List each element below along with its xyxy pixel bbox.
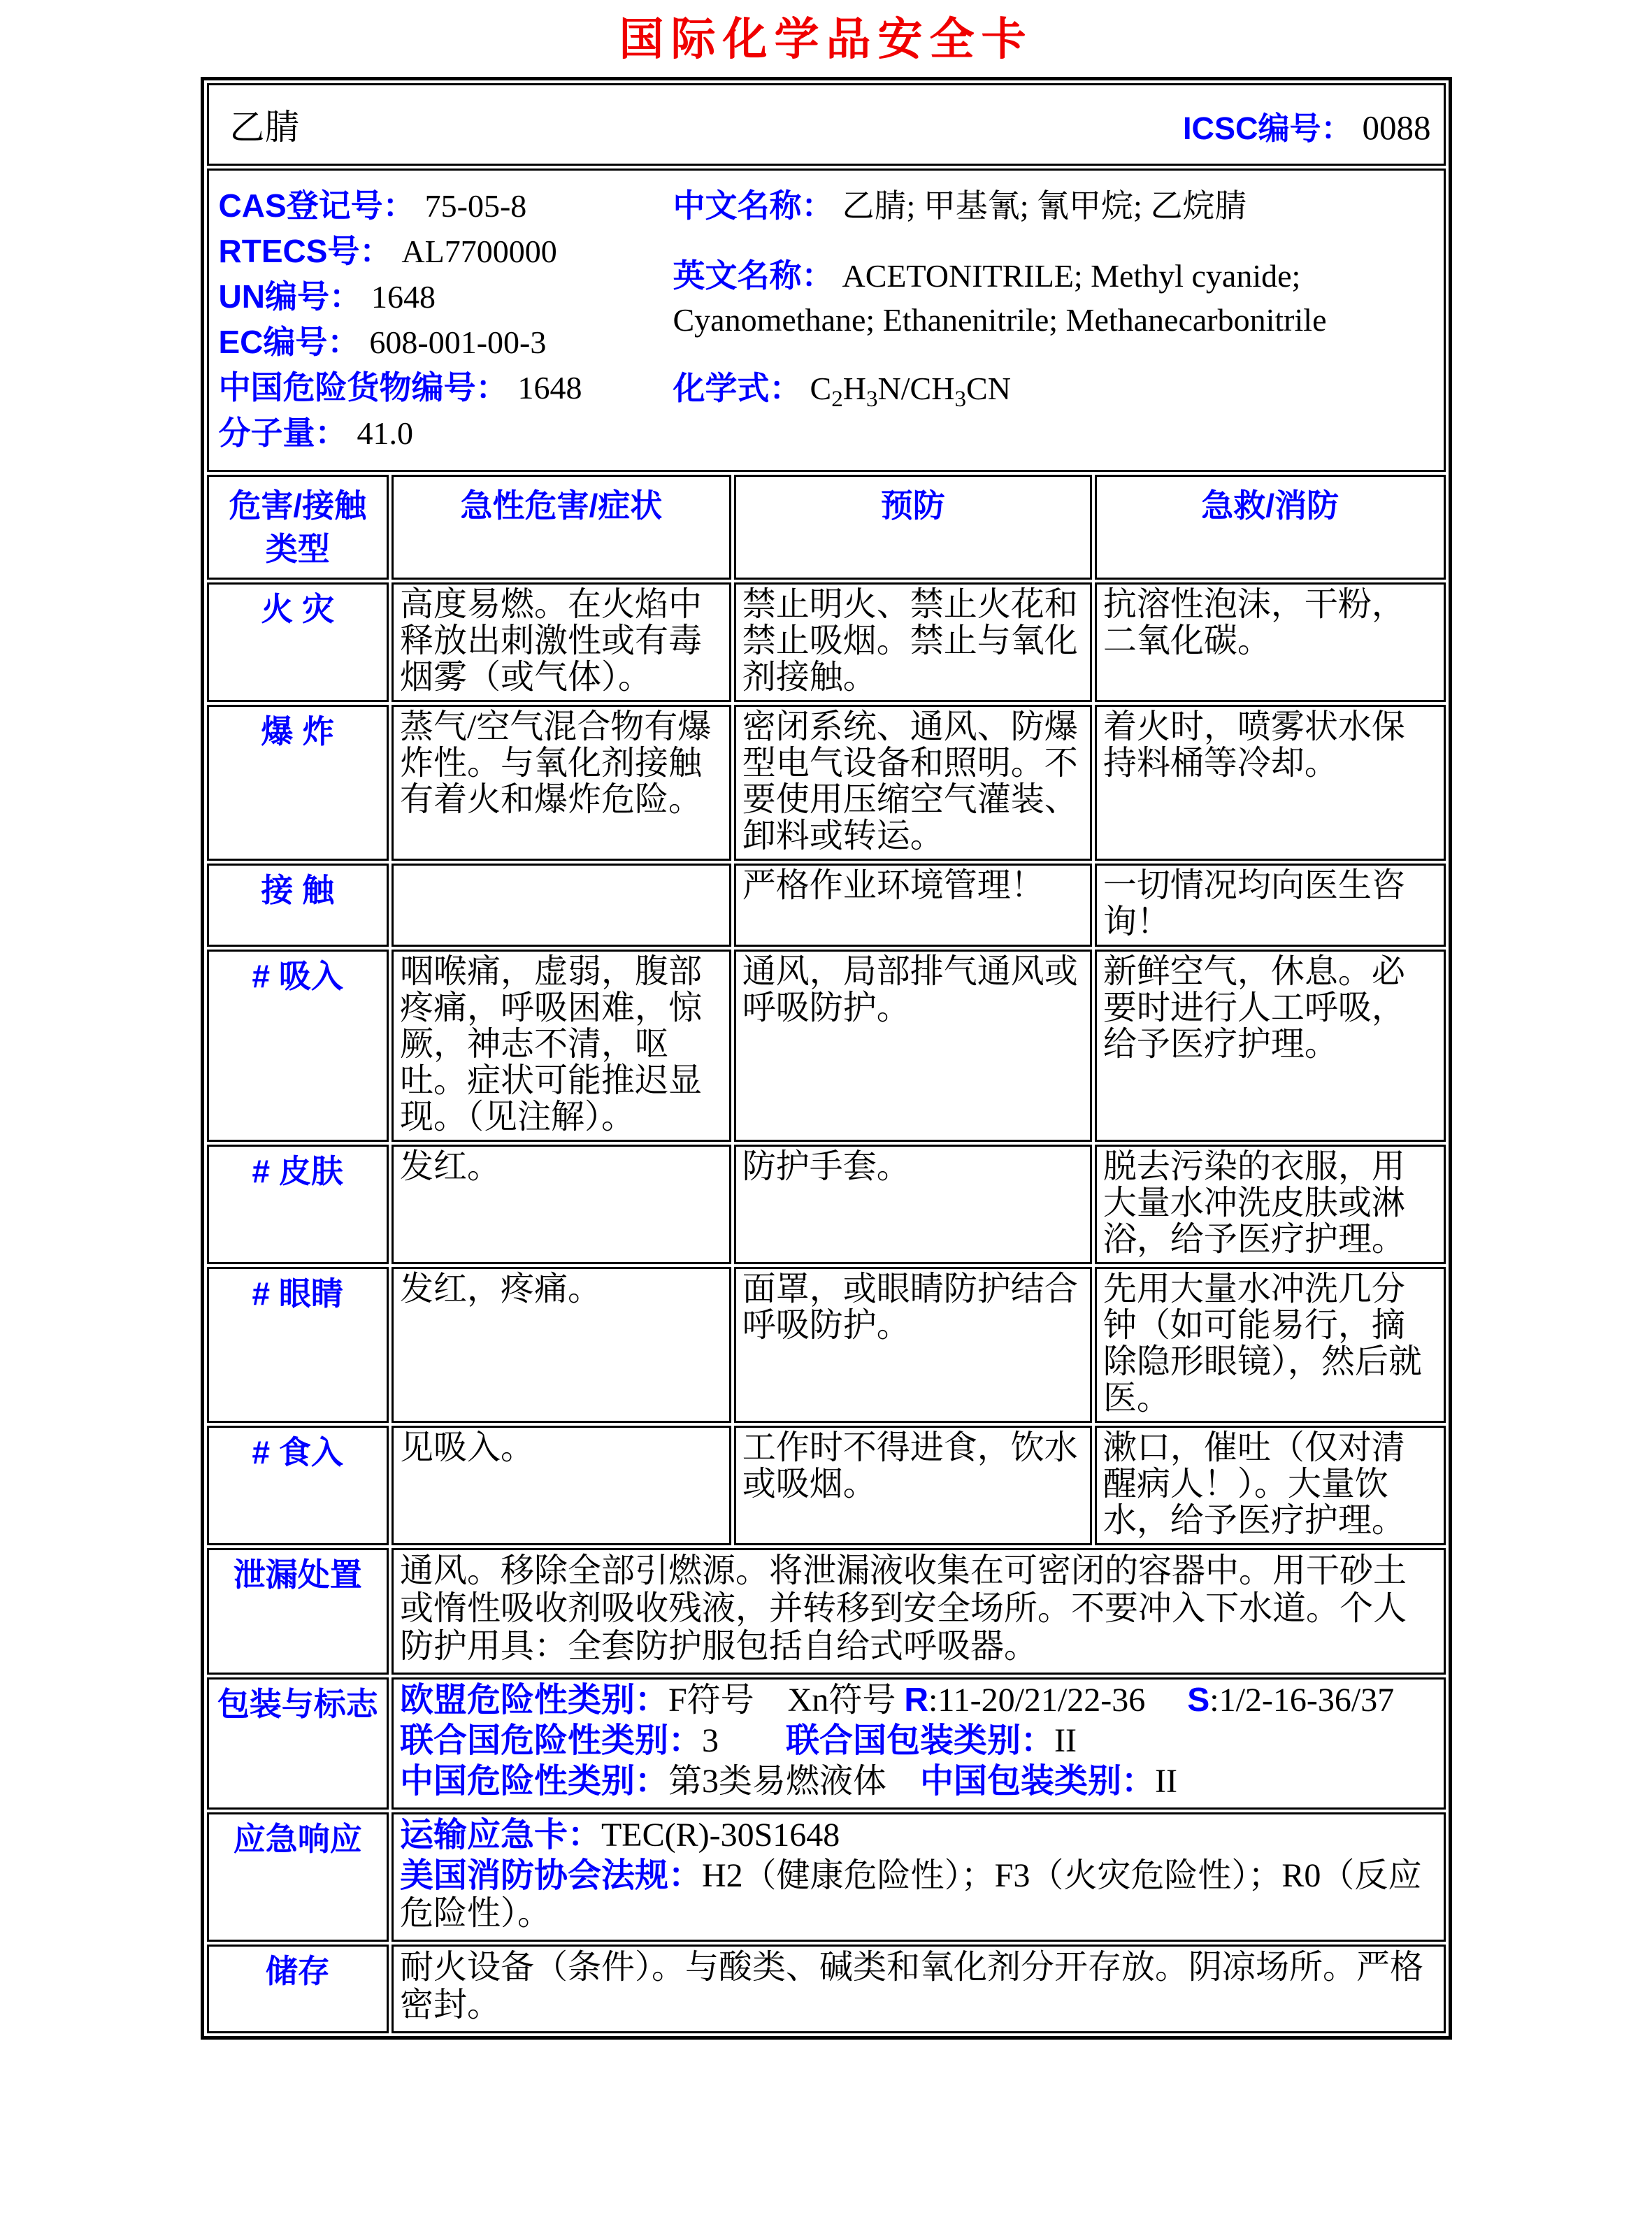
- section-field-value: :11-20/21/22-36: [928, 1682, 1188, 1719]
- symptoms-cell: 咽喉痛，虚弱，腹部疼痛，呼吸困难，惊厥，神志不清，呕吐。症状可能推迟显现。（见注解）。: [392, 950, 731, 1142]
- section-label: 泄漏处置: [207, 1548, 389, 1675]
- section-field-label: 运输应急卡：: [399, 1817, 601, 1854]
- section-label: 包装与标志: [207, 1677, 389, 1810]
- section-field-value: 第3类易燃液体: [668, 1763, 886, 1800]
- section-field-label: S: [1187, 1682, 1210, 1719]
- substance-name: 乙腈: [229, 108, 300, 147]
- firstaid-cell: 抗溶性泡沫，干粉，二氧化碳。: [1095, 582, 1446, 702]
- hazard-row: [207, 1145, 1446, 1264]
- section-field-value: :1/2-16-36/37: [1209, 1682, 1395, 1719]
- section-field-label: 中国包装类别：: [920, 1763, 1156, 1800]
- identification-cell: [207, 169, 1446, 472]
- prevention-cell: 面罩，或眼睛防护结合呼吸防护。: [734, 1267, 1092, 1423]
- section-label: 储存: [207, 1945, 389, 2033]
- formula-segment: CN: [966, 371, 1011, 406]
- prevention-cell: 严格作业环境管理！: [734, 864, 1092, 947]
- section-content: [392, 1548, 1446, 1675]
- firstaid-cell: 一切情况均向医生咨询！: [1095, 864, 1446, 947]
- section-content: [392, 1677, 1446, 1810]
- hazard-type-label: # 皮肤: [207, 1145, 389, 1264]
- col-header-prevention: 预防: [734, 475, 1092, 580]
- chinese-name-label: 中文名称：: [673, 187, 834, 224]
- identifier-list: [219, 183, 673, 456]
- section-field-value: 耐火设备（条件）。与酸类、碱类和氧化剂分开存放。阴凉场所。严格密封。: [399, 1949, 1423, 2024]
- card-header-row: [207, 83, 1446, 166]
- section-row: [207, 1548, 1446, 1675]
- identification-row: [207, 169, 1446, 472]
- hazard-row: [207, 705, 1446, 861]
- section-line: [400, 1682, 1437, 1719]
- firstaid-cell: 先用大量水冲洗几分钟（如可能易行，摘除隐形眼镜），然后就医。: [1095, 1267, 1446, 1423]
- prevention-cell: 禁止明火、禁止火花和禁止吸烟。禁止与氧化剂接触。: [734, 582, 1092, 702]
- hazard-row: [207, 950, 1446, 1142]
- section-line: [400, 1857, 1437, 1933]
- symptoms-cell: 高度易燃。在火焰中释放出刺激性或有毒烟雾（或气体）。: [392, 582, 731, 702]
- section-field-label: 中国危险性类别：: [399, 1763, 668, 1800]
- section-field-label: R: [904, 1682, 929, 1719]
- formula-label: 化学式：: [673, 370, 802, 406]
- identifier-label: 分子量：: [218, 415, 347, 451]
- identifier-label: RTECS号：: [218, 233, 392, 269]
- icsc-number: [1183, 103, 1431, 148]
- hazard-type-label: # 食入: [207, 1426, 389, 1545]
- section-line: [400, 1763, 1437, 1800]
- firstaid-cell: 着火时，喷雾状水保持料桶等冷却。: [1095, 705, 1446, 861]
- identifier-label: EC编号：: [218, 324, 360, 360]
- identifier-label: CAS登记号：: [218, 187, 415, 224]
- identifier-line: [219, 274, 673, 320]
- section-field-value: II: [1054, 1722, 1077, 1759]
- identifier-line: [219, 320, 673, 365]
- section-field-label: 美国消防协会法规：: [399, 1857, 702, 1894]
- symptoms-cell: 蒸气/空气混合物有爆炸性。与氧化剂接触有着火和爆炸危险。: [392, 705, 731, 861]
- section-line: [400, 1949, 1437, 2024]
- formula-segment: C: [810, 371, 832, 406]
- identifier-value: 608-001-00-3: [369, 324, 547, 360]
- chinese-name-value: 乙腈; 甲基氰; 氰甲烷; 乙烷腈: [842, 188, 1247, 224]
- icsc-number-label: ICSC编号：: [1182, 110, 1353, 146]
- formula-segment: H: [842, 371, 866, 406]
- identifier-value: AL7700000: [401, 234, 557, 269]
- page-title: 国际化学品安全卡: [619, 14, 1033, 64]
- section-field-value: 通风。移除全部引燃源。将泄漏液收集在可密闭的容器中。用干砂土或惰性吸收剂吸收残液，并转移到安全场所。不要冲入下水道。个人防护用具：全套防护服包括自给式呼吸器。: [399, 1552, 1407, 1665]
- hazard-row: [207, 1426, 1446, 1545]
- firstaid-cell: 漱口，催吐（仅对清醒病人！）。大量饮水，给予医疗护理。: [1095, 1426, 1446, 1545]
- symptoms-cell: [392, 864, 731, 947]
- firstaid-cell: 新鲜空气，休息。必要时进行人工呼吸，给予医疗护理。: [1095, 950, 1446, 1142]
- hazard-type-label: # 吸入: [207, 950, 389, 1142]
- english-name-label: 英文名称：: [673, 257, 834, 294]
- icsc-number-value: 0088: [1362, 108, 1431, 147]
- section-line: [400, 1722, 1437, 1760]
- prevention-cell: 工作时不得进食，饮水或吸烟。: [734, 1426, 1092, 1545]
- section-field-label: 联合国包装类别：: [786, 1722, 1055, 1759]
- hazard-row: [207, 864, 1446, 947]
- identifier-line: [219, 365, 673, 410]
- section-field-value: [719, 1722, 786, 1759]
- hazard-type-label: 火 灾: [207, 582, 389, 702]
- hazard-type-label: 爆 炸: [207, 705, 389, 861]
- identifier-label: UN编号：: [218, 278, 361, 315]
- symptoms-cell: 见吸入。: [392, 1426, 731, 1545]
- identifier-line: [219, 229, 673, 274]
- formula-subscript: 3: [865, 386, 878, 413]
- formula-segment: N/CH: [877, 371, 955, 406]
- section-field-value: 3: [701, 1722, 719, 1759]
- names-block: [673, 183, 1434, 456]
- col-header-firstaid: 急救/消防: [1095, 475, 1446, 580]
- prevention-cell: 防护手套。: [734, 1145, 1092, 1264]
- section-field-value: TEC(R)-30S1648: [601, 1817, 840, 1854]
- section-field-value: [886, 1763, 920, 1800]
- chinese-name-line: [673, 183, 1430, 229]
- english-name-line: [673, 254, 1430, 342]
- section-row: [207, 1945, 1446, 2033]
- identifier-line: [219, 183, 673, 229]
- identifier-line: [219, 410, 673, 456]
- prevention-cell: 密闭系统、通风、防爆型电气设备和照明。不要使用压缩空气灌装、卸料或转运。: [734, 705, 1092, 861]
- identifier-value: 75-05-8: [424, 188, 527, 224]
- hazard-type-label: 接 触: [207, 864, 389, 947]
- chemical-formula: [810, 371, 1011, 413]
- section-field-label: 欧盟危险性类别：: [399, 1682, 668, 1719]
- section-field-value: F符号 Xn符号: [668, 1682, 905, 1719]
- identifier-label: 中国危险货物编号：: [218, 369, 508, 406]
- col-header-symptoms: 急性危害/症状: [392, 475, 731, 580]
- section-line: [400, 1817, 1437, 1854]
- section-field-value: H2（健康危险性）；F3（火灾危险性）；R0（反应危险性）。: [399, 1857, 1422, 1932]
- section-content: [392, 1812, 1446, 1942]
- section-content: [392, 1945, 1446, 2033]
- symptoms-cell: 发红，疼痛。: [392, 1267, 731, 1423]
- identifier-value: 1648: [517, 370, 582, 406]
- hazard-row: [207, 1267, 1446, 1423]
- symptoms-cell: 发红。: [392, 1145, 731, 1264]
- card-header-cell: [207, 83, 1446, 166]
- firstaid-cell: 脱去污染的衣服，用大量水冲洗皮肤或淋浴，给予医疗护理。: [1095, 1145, 1446, 1264]
- col-header-hazard-type: 危害/接触类型: [207, 475, 389, 580]
- section-label: 应急响应: [207, 1812, 389, 1942]
- formula-subscript: 2: [831, 386, 843, 413]
- formula-subscript: 3: [954, 386, 967, 413]
- section-field-value: II: [1155, 1763, 1177, 1800]
- formula-line: [673, 366, 1430, 411]
- identifier-value: 1648: [371, 279, 436, 315]
- section-row: [207, 1812, 1446, 1942]
- hazard-row: [207, 582, 1446, 702]
- hazard-type-label: # 眼睛: [207, 1267, 389, 1423]
- english-name-value: ACETONITRILE; Methyl cyanide; Cyanomethane; Ethanenitrile; Methanecarbonitrile: [673, 258, 1327, 338]
- section-field-label: 联合国危险性类别：: [399, 1722, 702, 1759]
- prevention-cell: 通风，局部排气通风或呼吸防护。: [734, 950, 1092, 1142]
- section-line: [400, 1552, 1437, 1666]
- hazard-header-row: [207, 475, 1446, 580]
- section-row: [207, 1677, 1446, 1810]
- icsc-card-table: [201, 77, 1452, 2040]
- identifier-value: 41.0: [357, 415, 413, 451]
